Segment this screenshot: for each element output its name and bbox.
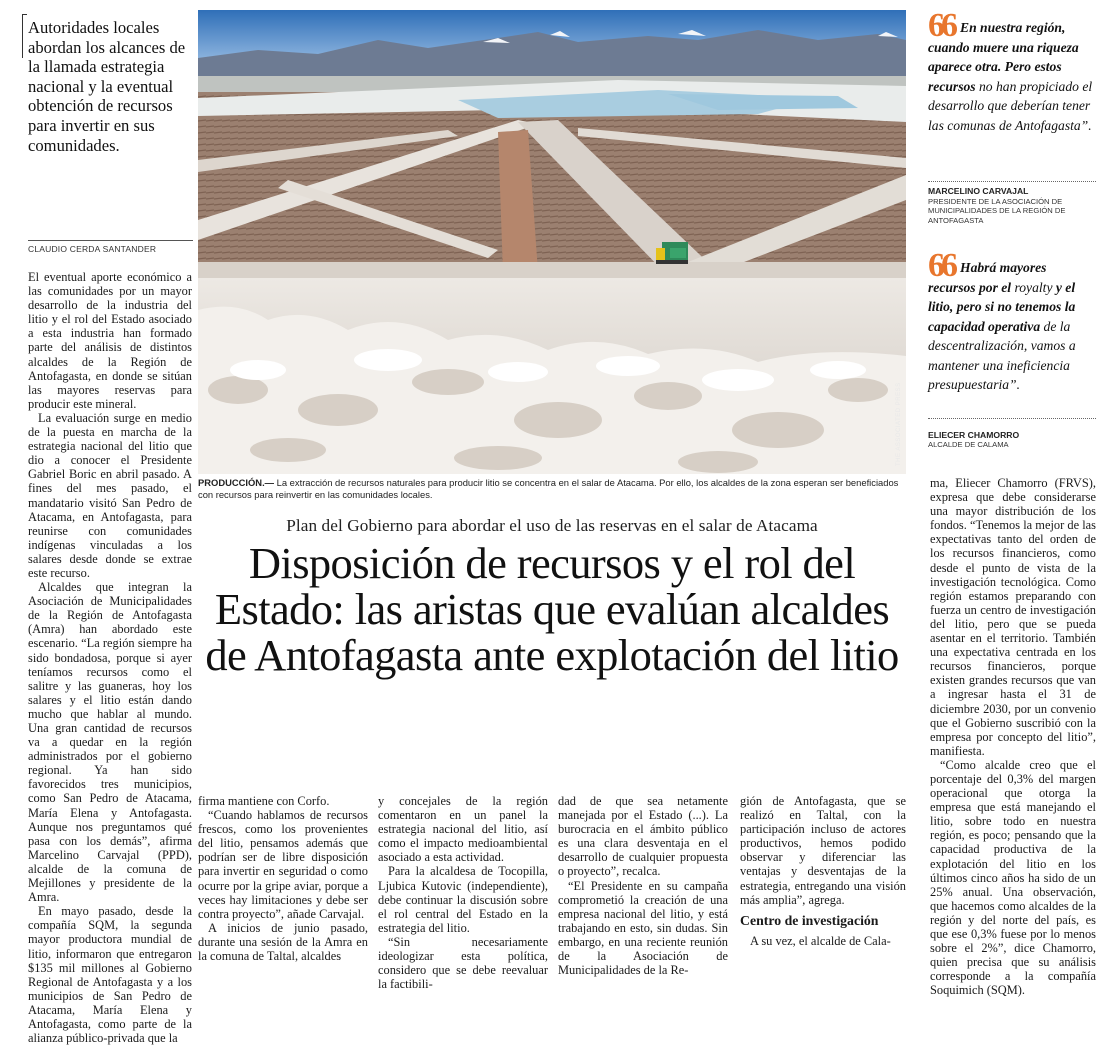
paragraph: “El Presidente en su campaña comprometió la creación de una empresa nacional del litio, y está trabajando en esto, sin dudas. Sin embargo, en una reciente reunión de la Asociación de Municipalidades de la Re-	[558, 878, 728, 978]
quote-italic: royalty	[1011, 279, 1056, 295]
paragraph: “Cuando hablamos de recursos frescos, como los provenientes del litio, pensamos además que podrían ser de libre disposición para invertir en seguridad o como ocurre por la gripe aviar, porque a veces hay limitaciones y debe ser contra proyecto”, añade Carvajal.	[198, 808, 368, 921]
quote-author-role: ALCALDE DE CALAMA	[928, 440, 1009, 449]
paragraph: En mayo pasado, desde la compañía SQM, la segunda mayor productora mundial de litio, informaron que entregaron $135 mil millones al Gobierno Regional de Antofagasta y a los municipios de San Pedro de Atacama, María Elena y Antofagasta, como parte de la alianza público-privada que la	[28, 904, 192, 1045]
paragraph: “Sin necesariamente ideologizar esta política, considero que se debe reevaluar la factibili-	[378, 934, 548, 992]
quote-divider	[928, 418, 1096, 419]
quote-bold: Habrá mayores recursos por el	[928, 260, 1047, 295]
paragraph: gión de Antofagasta, que se realizó en Taltal, con la participación incluso de actores productivos, hemos podido observar y diferenciar las ventajas y desventajas de la estrategia, entregando una visión más amplia”, agrega.	[740, 794, 906, 907]
headline: Disposición de recursos y el rol del Estado: las aristas que evalúan alcaldes de Antofagasta ante explotación del litio	[205, 538, 899, 680]
quote-author-role: PRESIDENTE DE LA ASOCIACIÓN DE MUNICIPALIDADES DE LA REGIÓN DE ANTOFAGASTA	[928, 197, 1066, 225]
caption-text: La extracción de recursos naturales para producir litio se concentra en el salar de Atacama. Por ello, los alcaldes de la zona esperan ser beneficiados con recursos para reinvertir en las comunidades locales.	[198, 477, 899, 500]
quote-rest: no han propiciado el desarrollo que deberían tener las comunas de Antofagasta”.	[928, 78, 1093, 133]
paragraph: “Como alcalde creo que el porcentaje del 0,3% del margen operacional que otorga la empresa que está manejando el litio, sobre todo en nuestra región, es poco; pensando que la capacidad productiva de la explotación del litio en los últimos cinco años ha sido de un 25% anual. Una observación, que hacemos como alcaldes de la región y del norte del país, es que ese 0,3% fuese por lo menos sobre el 2%”, dice Chamorro, quien precisa que su análisis corresponde a la compañía Soquimich (SQM).	[930, 757, 1096, 998]
photo-credit: THE ASSOCIATED PRESS	[896, 382, 902, 466]
paragraph: firma mantiene con Corfo.	[198, 794, 330, 808]
paragraph: y concejales de la región comentaron en un panel la estrategia nacional del litio, así como el impacto medioambiental asociado a esta actividad.	[378, 794, 548, 865]
paragraph: A inicios de junio pasado, durante una sesión de la Amra en la comuna de Taltal, alcaldes	[198, 920, 368, 964]
quote-mark-icon: 66	[928, 7, 954, 44]
byline: CLAUDIO CERDA SANTANDER	[28, 244, 157, 254]
column-2	[378, 794, 548, 992]
pull-quote-2	[928, 247, 1096, 395]
paragraph: La evaluación surge en medio de la puesta en marcha de la estrategia nacional del litio que dio a conocer el Presidente Gabriel Boric en abril pasado. A fines del mes pasado, el mandatario visitó San Pedro de Atacama, en Antofagasta, para reunirse con comunidades indígenas vinculadas a los salares desde donde se extrae este recurso.	[28, 410, 192, 580]
deck-divider	[28, 240, 193, 241]
paragraph: ma, Eliecer Chamorro (FRVS), expresa que debe considerarse una mayor distribución de los fondos. “Tenemos la mejor de las expectativas tanto del orden de los recursos financieros, como desde el punto de vista de la investigación tecnológica. Como región estamos preparando con fuerza un centro de investigación del litio, pero que se pueda asentar en el territorio. También una expectativa centrada en los recursos financieros, porque existen grandes recursos que van a ingresar hasta el 31 de diciembre 2030, por un convenio que el Gobierno suscribió con la empresa por concepto del litio”, manifiesta.	[930, 476, 1096, 758]
quote-author: MARCELINO CARVAJAL	[928, 186, 1029, 196]
pull-quote-1	[928, 7, 1096, 135]
quote-bold: y el litio, pero si no tenemos la capacidad operativa	[928, 279, 1076, 334]
kicker: Plan del Gobierno para abordar el uso de las reservas en el salar de Atacama	[286, 516, 818, 535]
paragraph: A su vez, el alcalde de Cala-	[750, 933, 891, 948]
quote-mark-icon: 66	[928, 247, 954, 284]
column-3	[558, 794, 728, 978]
column-4	[740, 794, 906, 978]
paragraph: Alcaldes que integran la Asociación de Municipalidades de la Región de Antofagasta (Amra) han abordado este escenario. “La región siempre ha sido bondadosa, porque si ayer teníamos recursos como el salitre y las guaneras, hoy los salares y el litio están dando mucho que hablar al mundo. Una gran cantidad de recursos va a quedar en la región administrados por el gobierno regional. Ya han sido favorecidos tres municipios, como San Pedro de Atacama, María Elena y Antofagasta. Aunque nos preguntamos qué pasa con los demás”, afirma Marcelino Carvajal (PPD), alcalde de la comuna de Mejillones y presidente de la Amra.	[28, 580, 192, 905]
paragraph: El eventual aporte económico a las comunidades por un mayor desarrollo de la industria del litio y el rol del Estado asociado a esta industria han formado parte del análisis de distintos alcaldes de la Región de Antofagasta, en donde se sitúan las mayores reservas para producir este mineral.	[28, 270, 192, 411]
quote-bold: En nuestra región, cuando muere una riqueza aparece otra. Pero estos recursos	[928, 20, 1079, 94]
column-1	[198, 794, 368, 978]
caption-lead: PRODUCCIÓN.—	[198, 477, 275, 488]
subheading: Centro de investigación	[740, 912, 879, 928]
salar-illustration	[198, 10, 906, 474]
photo-caption	[198, 477, 906, 500]
article-deck: Autoridades locales abordan los alcances de la llamada estrategia nacional y la eventual obtención de recursos para invertir en sus comunidades.	[28, 18, 186, 155]
quote-divider	[928, 181, 1096, 182]
paragraph: dad de que sea netamente manejada por el Estado (...). La burocracia en el ámbito público es una clara desventaja en el desarrollo de cualquier propuesta o proyecto”, recalca.	[558, 794, 728, 879]
salar-photo	[198, 10, 906, 474]
right-column-body	[930, 476, 1096, 998]
quote-author: ELIECER CHAMORRO	[928, 430, 1020, 440]
left-column-body	[28, 270, 192, 1045]
quote-rest: de la descentralización, vamos a mantener una ineficiencia presupuestaria”.	[928, 318, 1076, 392]
deck-bracket	[22, 14, 27, 58]
paragraph: Para la alcaldesa de Tocopilla, Ljubica Kutovic (independiente), debe continuar la discusión sobre el rol central del Estado en la estrategia del litio.	[378, 864, 548, 935]
